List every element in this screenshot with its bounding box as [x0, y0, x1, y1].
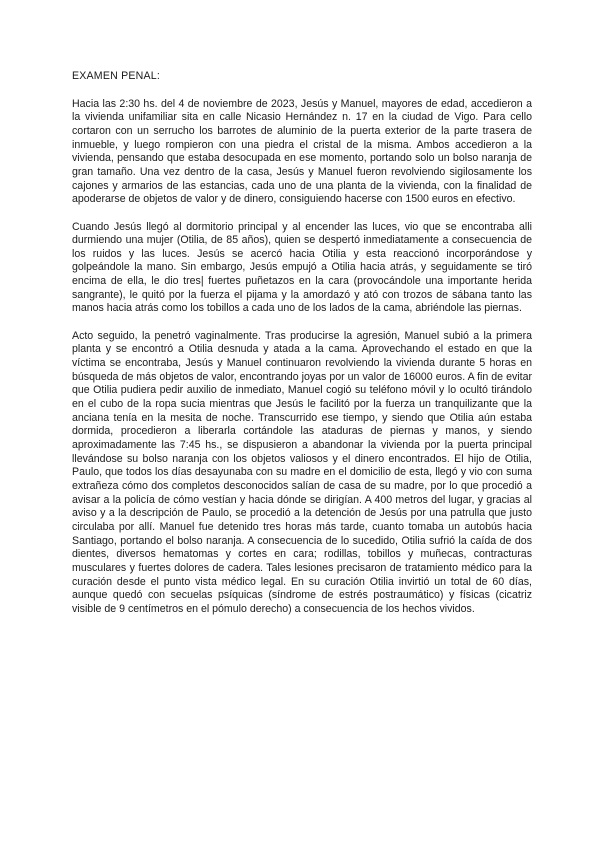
paragraph-2: Cuando Jesús llegó al dormitorio principal y al encender las luces, vio que se encontraba alli durmiendo una mujer (Otilia, de 85 años), quien se despertó inmediatamente a consecuencia de los ruidos y las luces. Jesús se acercó hacia Otilia y esta reaccionó incorporándose y golpeándole la mano. Sin embargo, Jesús empujó a Otilia hacia atrás, y seguidamente se tiró encima de ella, le dio tres| fuertes puñetazos en la cara (provocándole una importante herida sangrante), le quitó por la fuerza el pijama y la amordazó y ató con trozos de sábana tanto las manos hacia atrás como los tobillos a cada uno de los lados de la cama, abriéndole las piernas.: [72, 220, 532, 315]
paragraph-1: Hacia las 2:30 hs. del 4 de noviembre de 2023, Jesús y Manuel, mayores de edad, accedieron a la vivienda unifamiliar sita en calle Nicasio Hernández n. 17 en la ciudad de Vigo. Para cello cortaron con un serrucho los barrotes de aluminio de la puerta exterior de la parte trasera de inmueble, y luego rompieron con una piedra el cristal de la misma. Ambos accedieron a la vivienda, pensando que estaba desocupada en ese momento, portando solo un bolso naranja de gran tamaño. Una vez dentro de la casa, Jesús y Manuel fueron revolviendo sigilosamente los cajones y armarios de las estancias, cada uno de una planta de la vivienda, con la finalidad de apoderarse de objetos de valor y de dinero, consiguiendo hacerse con 1500 euros en efectivo.: [72, 97, 532, 206]
document-page: [72, 70, 532, 630]
paragraph-3: Acto seguido, la penetró vaginalmente. Tras producirse la agresión, Manuel subió a la primera planta y se encontró a Otilia desnuda y atada a la cama. Aprovechando el estado en que la víctima se encontraba, Jesús y Manuel continuaron revolviendo la vivienda durante 5 horas en búsqueda de más objetos de valor, encontrando joyas por un valor de 16000 euros. A fin de evitar que Otilia pudiera pedir auxilio de inmediato, Manuel cogió su teléfono móvil y lo ocultó tirándolo en el cubo de la ropa sucia mientras que Jesús le facilitó por la fuerza un tranquilizante que la anciana tenía en la mesita de noche. Transcurrido ese tiempo, y siendo que Otilia aún estaba dormida, procedieron a liberarla cortándole las ataduras de piernas y manos, y siendo aproximadamente las 7:45 hs., se dispusieron a abandonar la vivienda por la puerta principal llevándose su bolso naranja con los objetos valiosos y el dinero encontrados. El hijo de Otilia, Paulo, que todos los días desayunaba con su madre en el domicilio de esta, llegó y vio con suma extrañeza cómo dos completos desconocidos salían de casa de su madre, por lo que procedió a avisar a la policía de cómo vestían y hacia dónde se dirigían. A 400 metros del lugar, y gracias al aviso y a la descripción de Paulo, se procedió a la detención de Jesús por una patrulla que justo circulaba por allí. Manuel fue detenido tres horas más tarde, cuanto tomaba un autobús hacia Santiago, portando el bolso naranja. A consecuencia de lo sucedido, Otilia sufrió la caída de dos dientes, diversos hematomas y cortes en cara; rodillas, tobillos y muñecas, contracturas musculares y fuertes dolores de cadera. Tales lesiones precisaron de tratamiento médico para la curación desde el punto vista médico legal. En su curación Otilia invirtió un total de 60 días, aunque quedó con secuelas psíquicas (síndrome de estrés postraumático) y físicas (cicatriz visible de 9 centímetros en el pómulo derecho) a consecuencia de los hechos vividos.: [72, 329, 532, 615]
document-title: EXAMEN PENAL:: [72, 70, 160, 82]
